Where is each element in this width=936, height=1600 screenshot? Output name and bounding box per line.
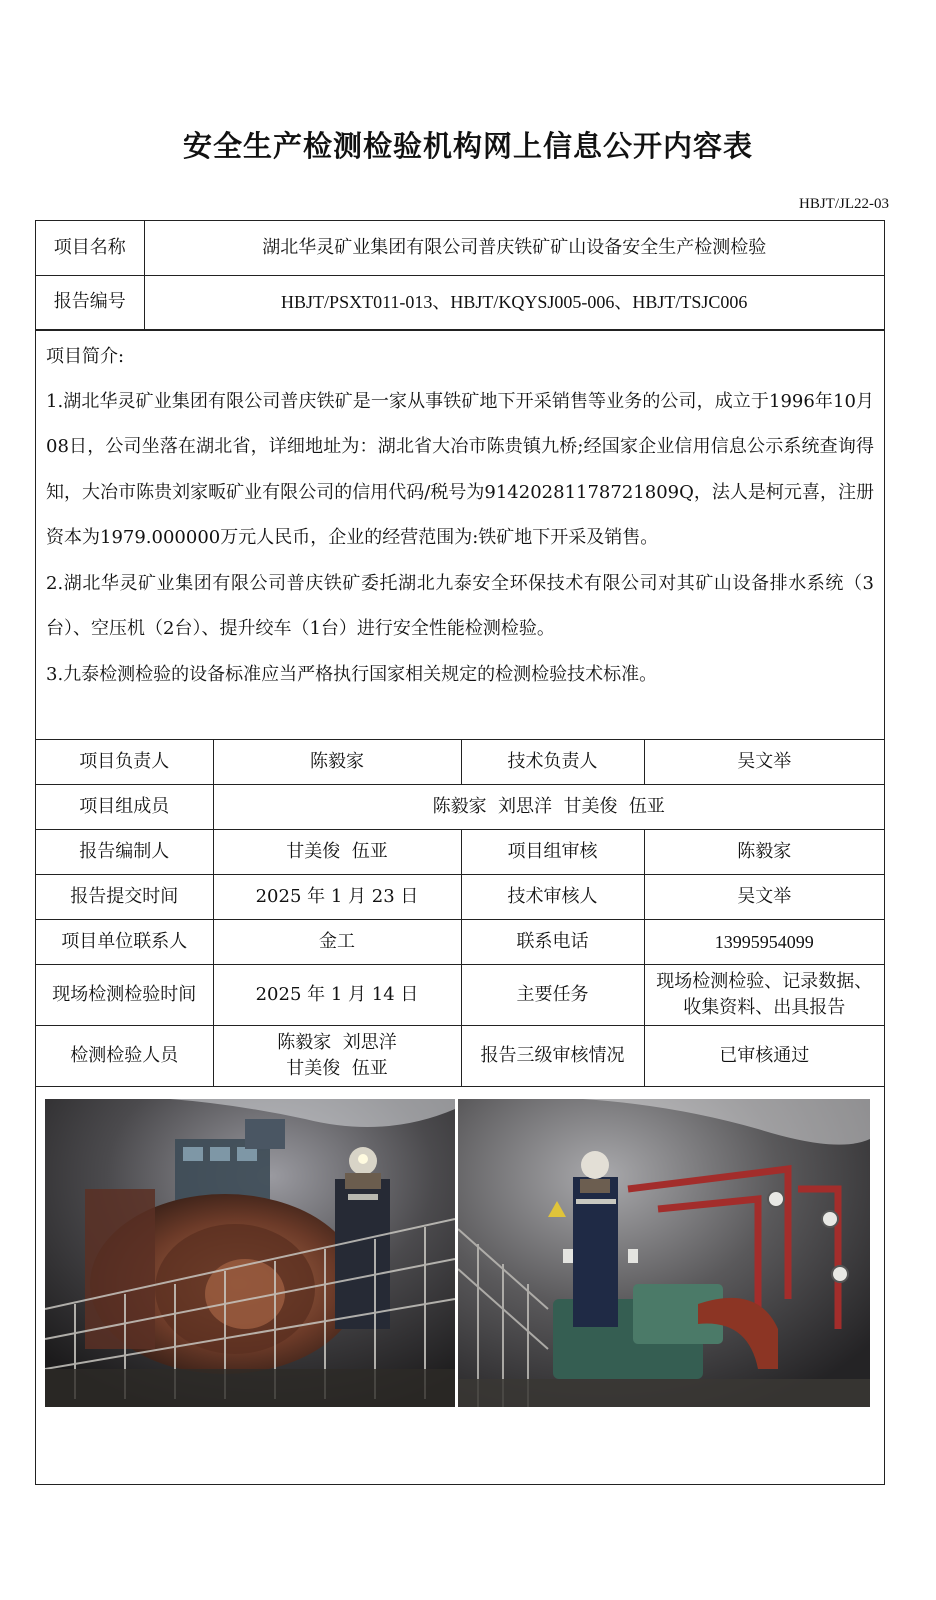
review-status-value: 已审核通过 — [644, 1026, 884, 1087]
main-task-value: 现场检测检验、记录数据、收集资料、出具报告 — [644, 965, 884, 1026]
project-intro — [36, 330, 884, 740]
onsite-time-label: 现场检测检验时间 — [36, 965, 213, 1026]
project-header-table — [36, 221, 884, 330]
tech-review-label: 技术审核人 — [461, 875, 644, 920]
intro-paragraph-2: 2.湖北华灵矿业集团有限公司普庆铁矿委托湖北九泰安全环保技术有限公司对其矿山设备排水系统（3台）、空压机（2台）、提升绞车（1台）进行安全性能检测检验。 — [46, 572, 874, 639]
leader-value: 陈毅家 — [213, 740, 461, 785]
inspectors-value — [213, 1026, 461, 1087]
tech-leader-value: 吴文举 — [644, 740, 884, 785]
intro-paragraph-3: 3.九泰检测检验的设备标准应当严格执行国家相关规定的检测检验技术标准。 — [46, 663, 658, 685]
submit-time-label: 报告提交时间 — [36, 875, 213, 920]
inspectors-line-1: 陈毅家 刘思洋 — [277, 1031, 397, 1053]
project-info-table — [36, 740, 884, 1088]
compiler-label: 报告编制人 — [36, 830, 213, 875]
drainage-pump-photo — [458, 1099, 870, 1407]
project-name-label: 项目名称 — [36, 221, 144, 275]
submit-time-value: 2025 年 1 月 23 日 — [213, 875, 461, 920]
inspectors-label: 检测检验人员 — [36, 1026, 213, 1087]
members-value: 陈毅家 刘思洋 甘美俊 伍亚 — [213, 785, 884, 830]
group-review-label: 项目组审核 — [461, 830, 644, 875]
members-label: 项目组成员 — [36, 785, 213, 830]
review-status-label: 报告三级审核情况 — [461, 1026, 644, 1087]
leader-label: 项目负责人 — [36, 740, 213, 785]
contact-label: 项目单位联系人 — [36, 920, 213, 965]
tech-leader-label: 技术负责人 — [461, 740, 644, 785]
document-title: 安全生产检测检验机构网上信息公开内容表 — [182, 129, 753, 163]
inspectors-line-2: 甘美俊 伍亚 — [286, 1058, 388, 1079]
phone-label: 联系电话 — [461, 920, 644, 965]
document-number: HBJT/JL22-03 — [799, 196, 889, 212]
site-photos — [36, 1087, 884, 1497]
onsite-time-value: 2025 年 1 月 14 日 — [213, 965, 461, 1026]
project-name-value: 湖北华灵矿业集团有限公司普庆铁矿矿山设备安全生产检测检验 — [144, 221, 884, 275]
report-no-label: 报告编号 — [36, 275, 144, 329]
hoist-winch-photo — [45, 1099, 455, 1407]
form-frame — [35, 220, 885, 1485]
intro-paragraph-1: 1.湖北华灵矿业集团有限公司普庆铁矿是一家从事铁矿地下开采销售等业务的公司，成立于1996年10月08日，公司坐落在湖北省，详细地址为：湖北省大冶市陈贵镇九桥;经国家企业信用信息公示系统查询得知，大冶市陈贵刘家畈矿业有限公司的信用代码/税号为91420281178721809Q，法人是柯元喜，注册资本为1979.000000万元人民币，企业的经营范围为:铁矿地下开采及销售。 — [46, 390, 874, 548]
group-review-value: 陈毅家 — [644, 830, 884, 875]
intro-heading: 项目简介: — [46, 345, 125, 367]
contact-value: 金工 — [213, 920, 461, 965]
main-task-label: 主要任务 — [461, 965, 644, 1026]
report-no-value: HBJT/PSXT011-013、HBJT/KQYSJ005-006、HBJT/TSJC006 — [144, 275, 884, 329]
compiler-value: 甘美俊 伍亚 — [213, 830, 461, 875]
phone-value: 13995954099 — [644, 920, 884, 965]
tech-review-value: 吴文举 — [644, 875, 884, 920]
